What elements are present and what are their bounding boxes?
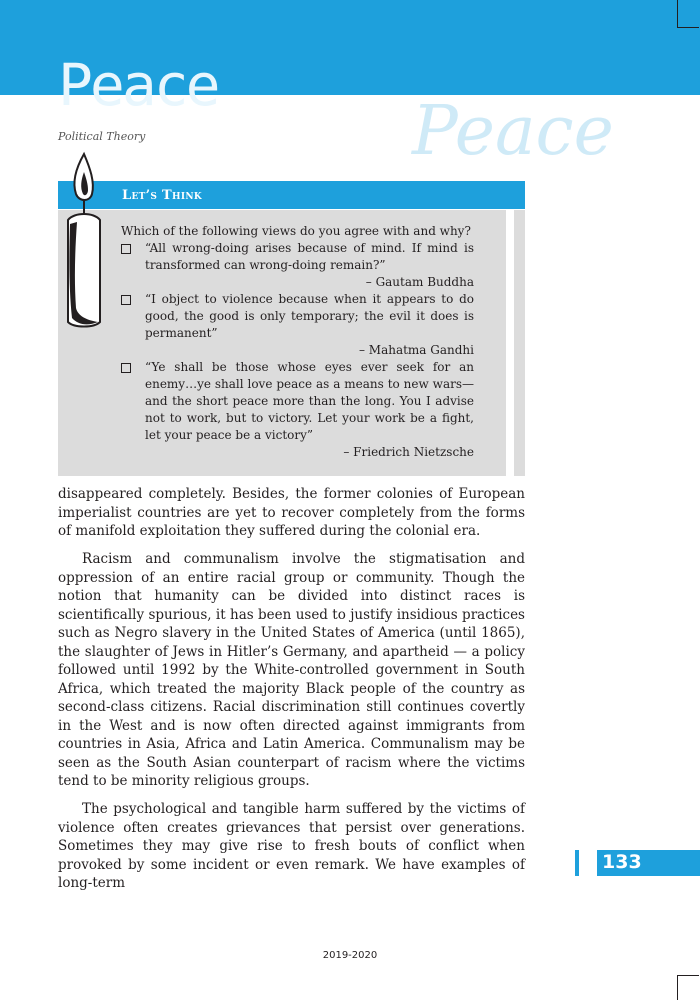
quote-author: – Friedrich Nietzsche [343,445,474,459]
think-box-side-strip [514,210,525,476]
page-number-accent [575,850,579,876]
quote-author: – Mahatma Gandhi [358,343,474,357]
body-paragraph: The psychological and tangible harm suffered by the victims of violence often creates grievances that persist over generations. Sometimes they may give rise to fresh bouts of conflict when provoked by some incident or even remark. We have examples of long-term [58,801,525,891]
body-paragraph: Racism and communalism involve the stigmatisation and oppression of an entire racial group or community. Though the notion that humanity can be divided into distinct races is scientifically spurious, it has been used to justify insidious practices such as Negro slavery in the United States of America (until 1865), the slaughter of Jews in Hitler’s Germany, and apartheid — a policy followed until 1992 by the White-controlled government in South Africa, which treated the majority Black people of the country as second-class citizens. Racial discrimination still continues covertly in the West and is now often directed against immigrants from countries in Asia, Africa and Latin America. Communalism may be seen as the South Asian counterpart of racism where the victims tend to be minority religious groups. [58,551,525,789]
quote-text: “Ye shall be those whose eyes ever seek for an enemy…ye shall love peace as a means to new wars—and the short peace more than the long. You I advise not to work, but to victory. Let your work be a fight, let your peace be a victory” [145,360,474,442]
footer-year: 2019-2020 [322,950,378,961]
quote-item [121,359,474,444]
chapter-title: Peace [58,51,218,119]
chapter-watermark: Peace [412,92,614,171]
checkbox-bullet-icon [121,244,131,254]
crop-mark-bottom-right [677,975,699,1000]
checkbox-bullet-icon [121,363,131,373]
book-name: Political Theory [58,130,146,143]
body-text [58,485,525,902]
quote-text: “All wrong-doing arises because of mind. If mind is transformed can wrong-doing remain?” [145,241,474,272]
think-box-content [121,223,474,461]
candle-icon [60,150,112,330]
think-question: Which of the following views do you agree with and why? [121,224,471,238]
think-box-label: Let’s Think [122,188,202,203]
quote-item [121,291,474,342]
quote-text: “I object to violence because when it appears to do good, the good is only temporary; the evil it does is permanent” [145,292,474,340]
quote-item [121,240,474,274]
page-number: 133 [602,851,642,873]
body-paragraph: disappeared completely. Besides, the former colonies of European imperialist countries are yet to recover completely from the forms of manifold exploitation they suffered during the colonial era. [58,486,525,539]
crop-mark-top-right [677,0,699,28]
checkbox-bullet-icon [121,295,131,305]
quote-author: – Gautam Buddha [365,275,474,289]
